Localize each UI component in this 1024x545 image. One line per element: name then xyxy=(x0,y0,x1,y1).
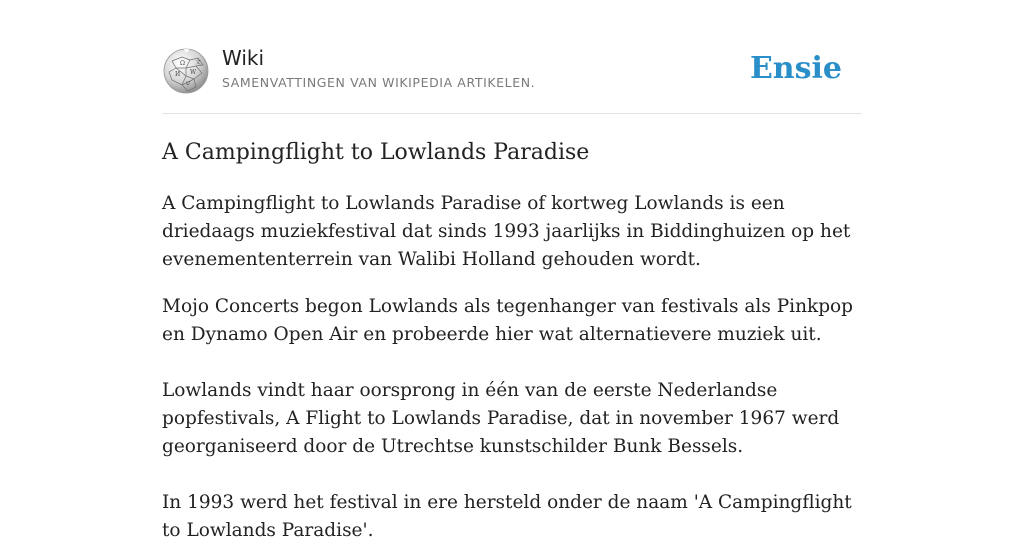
article-paragraph: A Campingflight to Lowlands Paradise of kortweg Lowlands is een driedaags muziekfestival dat sinds 1993 jaarlijks in Biddinghuizen op het evenemententerrein van Walibi Holland gehouden wordt. xyxy=(162,193,851,270)
article xyxy=(162,138,862,545)
svg-text:Ω: Ω xyxy=(180,60,185,67)
site-tagline: SAMENVATTINGEN VAN WIKIPEDIA ARTIKELEN. xyxy=(222,75,536,90)
wikipedia-globe-icon[interactable] xyxy=(162,46,210,94)
brand-logo[interactable]: Ensie xyxy=(749,51,842,86)
svg-text:ש: ש xyxy=(186,80,191,87)
site-name[interactable]: Wiki xyxy=(222,46,265,70)
svg-text:W: W xyxy=(190,69,197,76)
svg-text:И: И xyxy=(175,71,181,78)
svg-text:文: 文 xyxy=(195,59,202,66)
site-header xyxy=(162,46,862,96)
header-divider xyxy=(162,113,862,114)
article-title: A Campingflight to Lowlands Paradise xyxy=(162,140,590,165)
article-paragraph: Mojo Concerts begon Lowlands als tegenhanger van festivals als Pinkpop en Dynamo Open Air en probeerde hier wat alternatievere muziek uit. xyxy=(162,296,854,345)
article-paragraph: Lowlands vindt haar oorsprong in één van de eerste Nederlandse popfestivals, A Flight to Lowlands Paradise, dat in november 1967 werd georganiseerd door de Utrechtse kunstschilder Bunk Bessels. xyxy=(162,380,840,457)
article-paragraph: In 1993 werd het festival in ere hersteld onder de naam 'A Campingflight to Lowlands Paradise'. xyxy=(162,492,852,541)
